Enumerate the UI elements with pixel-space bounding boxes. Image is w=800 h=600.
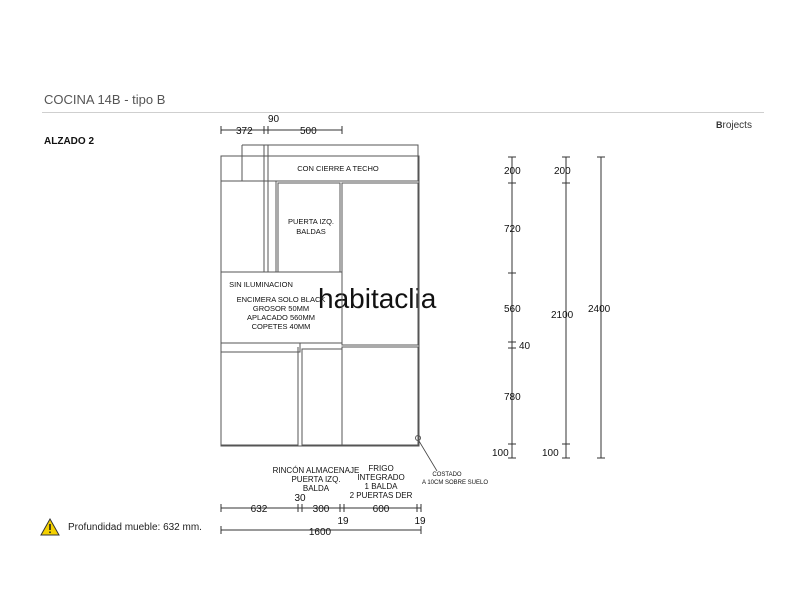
depth-note-text: Profundidad mueble: 632 mm.	[68, 521, 202, 533]
dim-b2100: 2100	[551, 310, 574, 321]
label-frigo-1: FRIGO	[368, 464, 394, 473]
dim-a40: 40	[519, 341, 531, 352]
tall-column-top	[342, 183, 418, 345]
dim-c2400: 2400	[588, 304, 611, 315]
dim-b19a: 19	[337, 516, 349, 527]
label-rincon-3: BALDA	[302, 484, 330, 493]
dim-b600: 600	[372, 504, 390, 515]
dim-b19b: 19	[414, 516, 426, 527]
side-panel-labels	[422, 472, 488, 486]
label-encimera-1: ENCIMERA SOLO BLACK	[236, 295, 326, 304]
watermark: habitaclia	[318, 283, 437, 314]
dim-b632: 632	[250, 504, 268, 515]
label-puerta-2: BALDAS	[296, 227, 326, 236]
label-frigo-4: 2 PUERTAS DER	[349, 491, 413, 500]
label-puerta-1: PUERTA IZQ.	[288, 217, 334, 226]
label-costado-1: COSTADO	[432, 472, 462, 478]
dim-90: 90	[268, 114, 280, 125]
label-cierre: CON CIERRE A TECHO	[297, 164, 379, 173]
label-costado-2: A 10CM SOBRE SUELO	[421, 480, 489, 486]
ceiling-closure-panel	[268, 145, 418, 181]
label-encimera-3: APLACADO 560MM	[247, 313, 315, 322]
dim-500: 500	[300, 126, 317, 137]
dim-a560: 560	[504, 304, 521, 315]
label-encimera-4: COPETES 40MM	[251, 322, 311, 331]
upper-filler	[268, 181, 276, 272]
base-cabinet-left	[221, 352, 298, 445]
corner-storage-cabinet	[302, 349, 342, 445]
countertop-edge	[221, 343, 300, 352]
brand-text: rojects	[722, 120, 752, 131]
dim-b100: 100	[542, 448, 559, 459]
dim-a780: 780	[504, 392, 521, 403]
dim-b200: 200	[554, 166, 571, 177]
label-frigo-3: 1 BALDA	[364, 482, 398, 491]
warning-icon	[40, 518, 60, 536]
dim-a200: 200	[504, 166, 521, 177]
page-title: COCINA 14B - tipo B	[44, 92, 166, 107]
dim-372: 372	[236, 126, 253, 137]
side-panel-leader	[419, 441, 437, 471]
dim-b1600: 1600	[308, 527, 332, 538]
label-encimera-2: GROSOR 50MM	[252, 304, 310, 313]
label-frigo-2: INTEGRADO	[357, 473, 405, 482]
brand-mark: B	[716, 120, 723, 130]
dim-a100: 100	[492, 448, 509, 459]
label-rincon-2: PUERTA IZQ.	[291, 475, 341, 484]
dim-b300: 300	[312, 504, 330, 515]
right-dimension-values	[492, 166, 611, 459]
depth-note	[40, 518, 202, 536]
fridge-column	[342, 347, 418, 445]
dim-a720: 720	[504, 224, 521, 235]
dim-b30: 30	[294, 493, 306, 504]
label-sin-iluminacion: SIN ILUMINACION	[229, 280, 293, 289]
label-rincon-1: RINCÓN ALMACENAJE	[272, 466, 360, 475]
section-label: ALZADO 2	[44, 136, 94, 147]
